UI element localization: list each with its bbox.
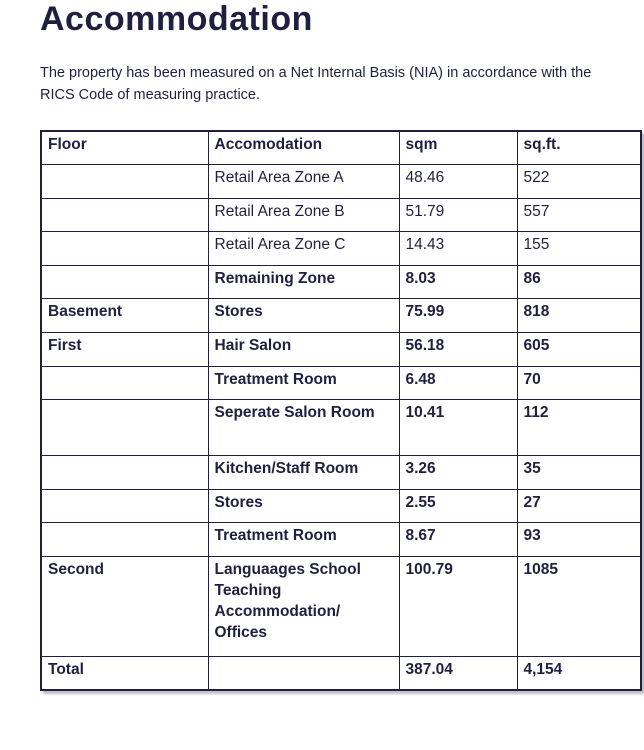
cell-sqft: 522: [517, 165, 641, 199]
cell-accommodation: [208, 657, 399, 691]
cell-sqft: 818: [517, 299, 641, 333]
table-row: [41, 557, 641, 657]
cell-sqm: 2.55: [399, 489, 517, 523]
cell-floor: [41, 400, 208, 456]
cell-sqm: 6.48: [399, 366, 517, 400]
cell-sqm: 14.43: [399, 232, 517, 266]
cell-sqft: 93: [517, 523, 641, 557]
table-row: [41, 165, 641, 199]
cell-floor-total: Total: [41, 657, 208, 691]
cell-accommodation: Stores: [208, 299, 399, 333]
cell-accommodation: Stores: [208, 489, 399, 523]
cell-sqm: 75.99: [399, 299, 517, 333]
cell-sqft: 27: [517, 489, 641, 523]
header-floor: Floor: [41, 131, 208, 165]
cell-sqm: 8.03: [399, 265, 517, 299]
cell-sqm: 3.26: [399, 456, 517, 490]
header-sqft: sq.ft.: [517, 131, 641, 165]
cell-accommodation: Seperate Salon Room: [208, 400, 399, 456]
cell-sqm: 8.67: [399, 523, 517, 557]
table-row: [41, 523, 641, 557]
cell-floor: First: [41, 333, 208, 367]
accommodation-table: [40, 130, 642, 691]
table-row: [41, 299, 641, 333]
cell-accommodation: Remaining Zone: [208, 265, 399, 299]
table-row: [41, 366, 641, 400]
cell-floor: [41, 366, 208, 400]
cell-sqft: 86: [517, 265, 641, 299]
cell-sqft: 1085: [517, 557, 641, 657]
cell-accommodation: Languaages School Teaching Accommodation/ Offices: [208, 557, 399, 657]
cell-sqft: 605: [517, 333, 641, 367]
intro-line-1: The property has been measured on a Net Internal Basis (NIA) in accordance with the: [40, 65, 592, 81]
table-row: [41, 265, 641, 299]
cell-accommodation: Retail Area Zone A: [208, 165, 399, 199]
cell-floor: Basement: [41, 299, 208, 333]
cell-sqft: 112: [517, 400, 641, 456]
table-row: [41, 232, 641, 266]
table-header-row: [41, 131, 641, 165]
table-row: [41, 400, 641, 456]
table-row: [41, 456, 641, 490]
table-row: [41, 198, 641, 232]
cell-sqft: 557: [517, 198, 641, 232]
cell-sqm: 51.79: [399, 198, 517, 232]
cell-floor: [41, 265, 208, 299]
cell-sqm: 10.41: [399, 400, 517, 456]
header-accommodation: Accomodation: [208, 131, 399, 165]
cell-floor: [41, 165, 208, 199]
cell-sqft-total: 4,154: [517, 657, 641, 691]
cell-sqm: 56.18: [399, 333, 517, 367]
cell-accommodation: Retail Area Zone C: [208, 232, 399, 266]
cell-accommodation: Hair Salon: [208, 333, 399, 367]
cell-floor: [41, 198, 208, 232]
page-title: Accommodation: [40, 0, 313, 38]
cell-accommodation: Kitchen/Staff Room: [208, 456, 399, 490]
table-row: [41, 333, 641, 367]
intro-line-2: RICS Code of measuring practice.: [40, 87, 261, 103]
header-sqm: sqm: [399, 131, 517, 165]
cell-sqft: 70: [517, 366, 641, 400]
cell-accommodation: Retail Area Zone B: [208, 198, 399, 232]
intro-paragraph: [40, 62, 644, 106]
cell-floor: [41, 489, 208, 523]
cell-floor: [41, 456, 208, 490]
cell-floor: [41, 232, 208, 266]
cell-sqm: 100.79: [399, 557, 517, 657]
cell-sqft: 155: [517, 232, 641, 266]
cell-sqm: 48.46: [399, 165, 517, 199]
cell-sqm-total: 387.04: [399, 657, 517, 691]
table-row: [41, 489, 641, 523]
cell-sqft: 35: [517, 456, 641, 490]
cell-floor: Second: [41, 557, 208, 657]
cell-accommodation: Treatment Room: [208, 366, 399, 400]
cell-accommodation: Treatment Room: [208, 523, 399, 557]
cell-floor: [41, 523, 208, 557]
table-total-row: [41, 657, 641, 691]
